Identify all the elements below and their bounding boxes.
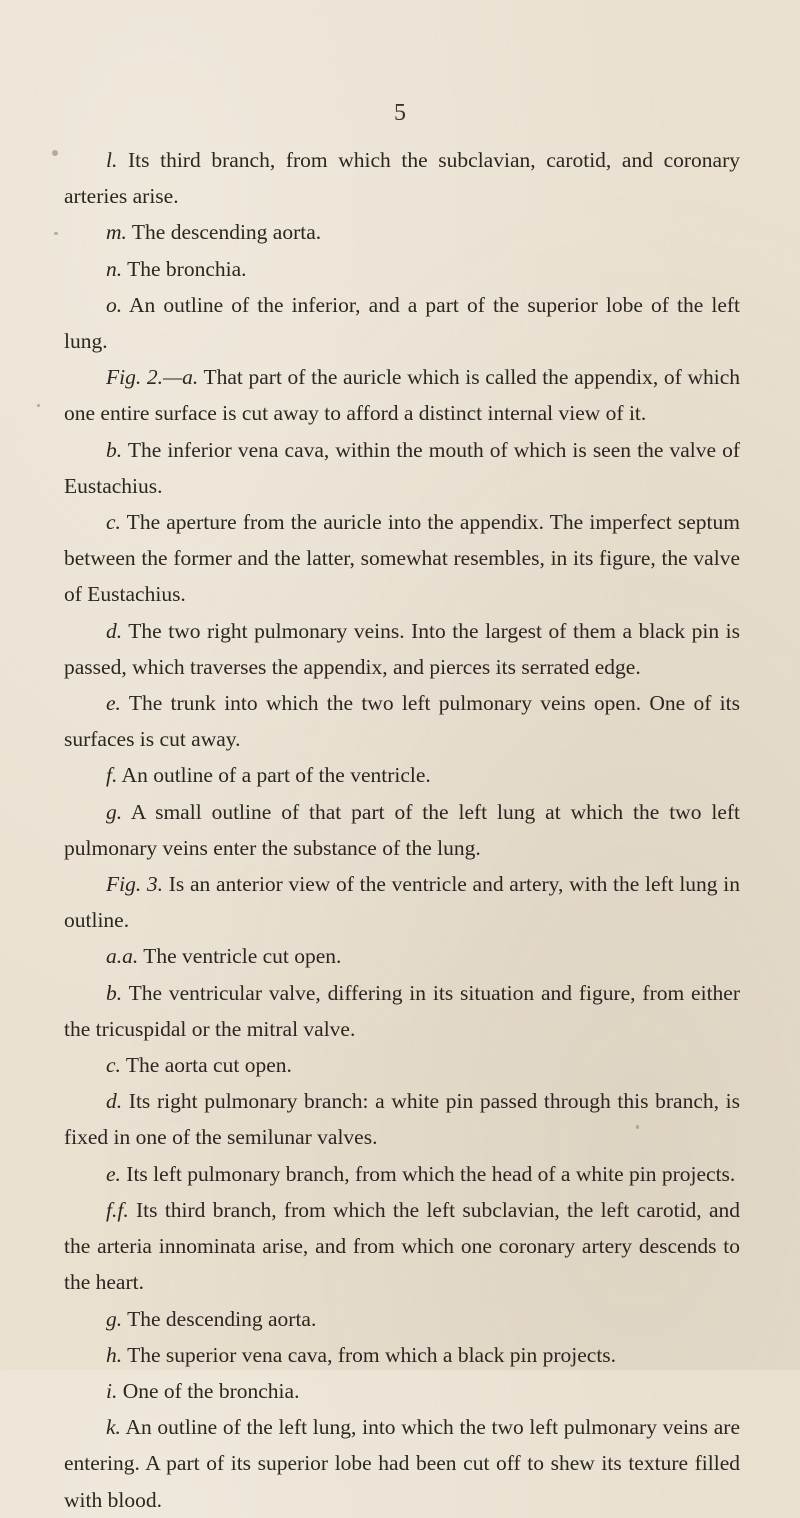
entry-paragraph <box>64 685 740 757</box>
entry-label: b. <box>106 437 123 462</box>
entry-paragraph <box>64 251 740 287</box>
entry-paragraph <box>64 938 740 974</box>
entry-paragraph <box>64 757 740 793</box>
entry-label: b. <box>106 980 123 1005</box>
entry-paragraph <box>64 613 740 685</box>
entry-text: The superior vena cava, from which a black pin projects. <box>122 1342 617 1367</box>
entry-paragraph <box>64 1156 740 1192</box>
entry-text: An outline of a part of the ventricle. <box>117 763 431 788</box>
entry-text: The trunk into which the two left pulmonary veins open. One of its surfaces is cut away. <box>64 691 740 752</box>
entry-text: One of the bronchia. <box>117 1378 300 1403</box>
entry-paragraph <box>64 794 740 866</box>
entry-text: The ventricle cut open. <box>138 944 342 969</box>
entry-text: The two right pulmonary veins. Into the largest of them a black pin is passed, which traverses the appendix, and pierces its serrated edge. <box>64 618 740 679</box>
entry-paragraph <box>64 359 740 431</box>
entry-text: A small outline of that part of the left lung at which the two left pulmonary veins enter the substance of the lung. <box>64 799 740 860</box>
entry-text: The aperture from the auricle into the appendix. The imperfect septum between the former and the latter, somewhat resembles, in its figure, the valve of Eustachius. <box>64 510 740 607</box>
entry-text: The descending aorta. <box>126 220 322 245</box>
entry-text: The inferior vena cava, within the mouth of which is seen the valve of Eustachius. <box>64 437 740 498</box>
entry-label: c. <box>106 510 121 535</box>
entry-paragraph <box>64 432 740 504</box>
entry-label: Fig. 2.—a. <box>106 365 199 390</box>
entry-label: Fig. 3. <box>106 872 164 897</box>
entry-label: m. <box>106 220 127 245</box>
entry-paragraph <box>64 287 740 359</box>
entry-text: Is an anterior view of the ventricle and artery, with the left lung in outline. <box>64 872 740 933</box>
entry-text: The bronchia. <box>122 256 247 281</box>
entry-text: An outline of the left lung, into which the two left pulmonary veins are entering. A part of its superior lobe had been cut off to shew its texture filled with blood. <box>64 1415 740 1512</box>
entry-text: The descending aorta. <box>122 1306 317 1331</box>
entry-text: Its right pulmonary branch: a white pin passed through this branch, is fixed in one of the semilunar valves. <box>64 1089 740 1150</box>
entry-label: o. <box>106 292 123 317</box>
entry-label: h. <box>106 1342 123 1367</box>
entry-label: l. <box>106 148 118 172</box>
entry-paragraph <box>64 1373 740 1409</box>
entry-text: Its left pulmonary branch, from which the head of a white pin projects. <box>120 1161 736 1186</box>
entry-label: e. <box>106 691 121 716</box>
entry-paragraph <box>64 214 740 250</box>
entry-paragraph <box>64 975 740 1047</box>
entry-label: g. <box>106 1306 123 1331</box>
entry-label: d. <box>106 1089 123 1114</box>
entry-label: g. <box>106 799 123 824</box>
entry-paragraph <box>64 866 740 938</box>
entry-label: d. <box>106 618 123 643</box>
figure-explanation-text <box>64 142 740 1518</box>
entry-text: Its third branch, from which the subclavian, carotid, and coronary arteries arise. <box>64 148 740 209</box>
entry-label: i. <box>106 1378 118 1403</box>
entry-text: The aorta cut open. <box>120 1053 292 1078</box>
entry-paragraph <box>64 1301 740 1337</box>
page-number: 5 <box>394 100 406 126</box>
entry-paragraph <box>64 1337 740 1373</box>
entry-paragraph <box>64 1192 740 1301</box>
paper-speck <box>37 404 40 407</box>
entry-label: c. <box>106 1053 121 1078</box>
paper-speck <box>52 150 58 156</box>
entry-text: Its third branch, from which the left subclavian, the left carotid, and the arteria innominata arise, and from which one coronary artery descends to the heart. <box>64 1197 740 1295</box>
entry-paragraph <box>64 142 740 214</box>
entry-paragraph <box>64 1409 740 1518</box>
entry-paragraph <box>64 1083 740 1155</box>
paper-speck <box>636 1125 639 1129</box>
entry-text: An outline of the inferior, and a part of the superior lobe of the left lung. <box>64 292 740 354</box>
entry-label: f.f. <box>106 1197 129 1222</box>
entry-label: f. <box>106 763 118 788</box>
entry-paragraph <box>64 504 740 613</box>
paper-speck <box>54 232 58 235</box>
entry-paragraph <box>64 1047 740 1083</box>
entry-text: That part of the auricle which is called the appendix, of which one entire surface is cut away to afford a distinct internal view of it. <box>64 365 740 426</box>
entry-label: k. <box>106 1415 121 1440</box>
entry-label: n. <box>106 256 123 281</box>
entry-text: The ventricular valve, differing in its situation and figure, from either the tricuspidal or the mitral valve. <box>64 980 740 1041</box>
entry-label: e. <box>106 1161 121 1186</box>
entry-label: a.a. <box>106 944 139 969</box>
